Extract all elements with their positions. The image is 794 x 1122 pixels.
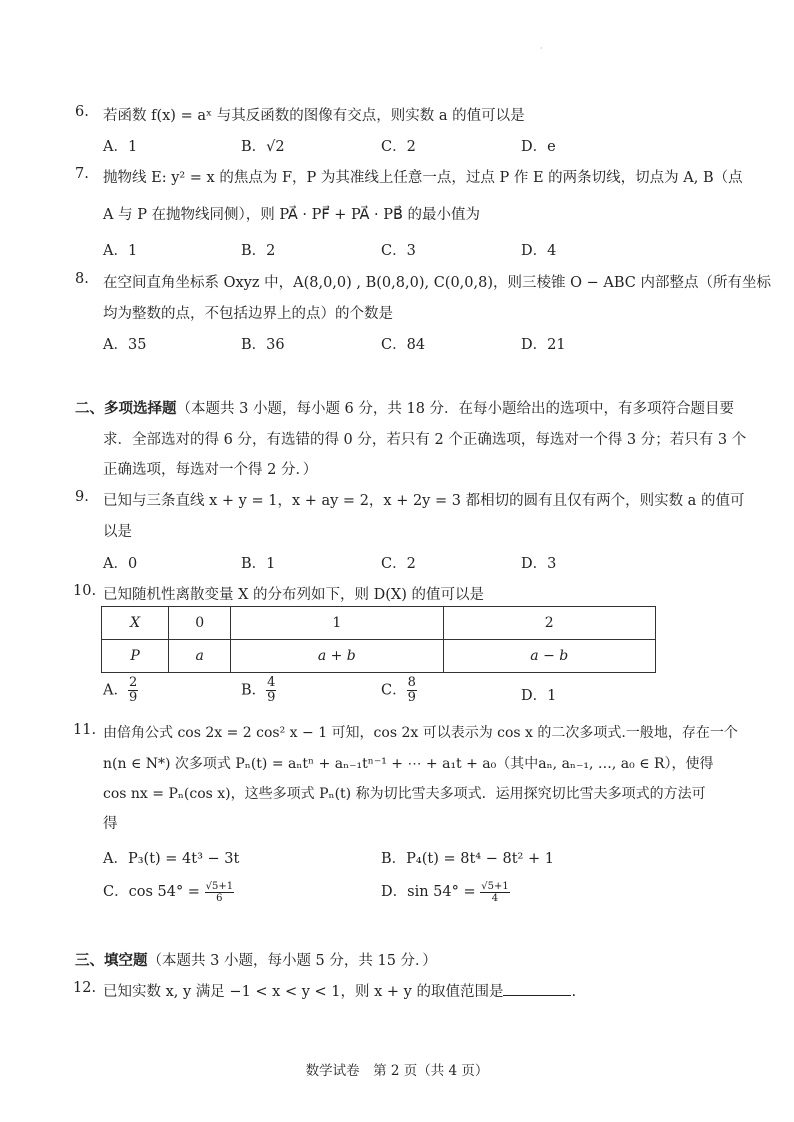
fraction-numerator: 8	[407, 675, 416, 690]
option-c: C．84	[381, 337, 426, 353]
question-text: 已知随机性离散变量 X 的分布列如下，则 D(X) 的值可以是	[103, 587, 485, 603]
option-label: A．	[103, 682, 128, 699]
option-d: D．4	[521, 243, 557, 259]
option-b: B．√2	[241, 139, 285, 155]
option-b: B．1	[241, 556, 276, 572]
table-cell: a	[169, 640, 231, 673]
option-d: D．21	[521, 337, 566, 353]
question-text-line2: 以是	[103, 524, 132, 540]
table-cell: 1	[231, 607, 443, 640]
question-text	[103, 980, 576, 1001]
option-label: B．	[241, 682, 267, 699]
fraction-denominator: 6	[216, 892, 223, 904]
table-cell: a − b	[443, 640, 655, 673]
section-description-line2: 求．全部选对的得 6 分，有选错的得 0 分，若只有 2 个正确选项，每选对一个得 3 分；若只有 3 个	[103, 432, 747, 448]
option-d: D．e	[521, 139, 556, 155]
section-title: 二、多项选择题	[75, 401, 177, 417]
fraction-denominator: 9	[267, 690, 276, 705]
question-text-line1: 在空间直角坐标系 Oxyz 中，A(8,0,0) , B(0,8,0), C(0,0,8)，则三棱锥 O − ABC 内部整点（所有坐标	[103, 275, 771, 291]
fraction-numerator: 2	[128, 675, 138, 690]
answer-blank[interactable]	[503, 981, 571, 996]
fraction-numerator: 4	[267, 675, 276, 690]
section-description: （本题共 3 小题，每小题 6 分，共 18 分．在每小题给出的选项中，有多项符合题目要	[176, 401, 735, 417]
fraction-numerator: √5+1	[205, 880, 234, 892]
option-b	[241, 676, 276, 705]
option-b: B．36	[241, 337, 285, 353]
fraction-numerator: √5+1	[481, 880, 509, 892]
section-title: 三、填空题	[75, 953, 148, 969]
question-text-line2: A 与 P 在抛物线同侧），则 PA⃗ · PF⃗ + PA⃗ · PB⃗ 的最小值为	[103, 207, 481, 223]
fraction	[128, 676, 138, 705]
option-b: B．P₄(t) = 8t⁴ − 8t² + 1	[381, 851, 554, 867]
option-b: B．2	[241, 243, 276, 259]
section-description: （本题共 3 小题，每小题 5 分，共 15 分．）	[147, 953, 437, 969]
fraction	[480, 881, 509, 904]
option-d: D．1	[521, 688, 557, 704]
table-row	[102, 607, 656, 640]
option-c: C．2	[381, 556, 416, 572]
question-text-line2: n(n ∈ N*) 次多项式 Pₙ(t) = aₙtⁿ + aₙ₋₁tⁿ⁻¹ + ⋯ + a₁t + a₀（其中aₙ, aₙ₋₁, …, a₀ ∈ R），使得	[103, 756, 714, 772]
option-c: C．3	[381, 243, 416, 259]
fraction-denominator: 9	[407, 690, 416, 705]
section-description-line3: 正确选项，每选对一个得 2 分．）	[103, 462, 318, 478]
table-row	[102, 640, 656, 673]
option-c	[103, 880, 234, 904]
question-number: 6.	[75, 104, 89, 120]
option-label: C．cos 54° =	[103, 884, 200, 900]
option-a	[103, 676, 138, 705]
fraction-denominator: 4	[491, 892, 499, 904]
question-text-line1: 抛物线 E: y² = x 的焦点为 F，P 为其准线上任意一点，过点 P 作 E 的两条切线，切点为 A, B（点	[103, 170, 743, 186]
option-label: C．	[381, 682, 407, 699]
option-c	[381, 676, 417, 705]
question-number: 7.	[75, 166, 89, 182]
question-number: 10.	[73, 583, 97, 599]
fraction-denominator: 9	[128, 690, 138, 705]
option-c: C．2	[381, 139, 416, 155]
fraction	[407, 676, 417, 705]
question-number: 12.	[73, 980, 97, 996]
distribution-table	[101, 606, 656, 673]
option-a: A．1	[103, 139, 138, 155]
fraction	[266, 676, 276, 705]
question-number: 11.	[73, 722, 97, 738]
question-text-line1: 由倍角公式 cos 2x = 2 cos² x − 1 可知，cos 2x 可以表示为 cos x 的二次多项式.一般地，存在一个	[103, 725, 738, 741]
table-cell: a + b	[231, 640, 443, 673]
question-text-line4: 得	[103, 816, 118, 832]
option-d: D．3	[521, 556, 557, 572]
scan-dot: ·	[540, 44, 543, 53]
option-d	[381, 880, 510, 904]
table-cell: 2	[443, 607, 655, 640]
question-text-line3: cos nx = Pₙ(cos x)，这些多项式 Pₙ(t) 称为切比雪夫多项式．运用探究切比雪夫多项式的方法可	[103, 786, 706, 802]
question-text-body: 已知实数 x, y 满足 −1 < x < y < 1，则 x + y 的取值范围是	[103, 984, 504, 1000]
option-label: D．sin 54° =	[381, 884, 476, 900]
question-text-end: .	[571, 984, 577, 1000]
option-a: A．0	[103, 556, 138, 572]
table-cell: X	[102, 607, 169, 640]
question-text-line2: 均为整数的点，不包括边界上的点）的个数是	[103, 306, 393, 322]
table-cell: P	[102, 640, 169, 673]
question-number: 9.	[75, 489, 89, 505]
fraction	[205, 881, 234, 904]
option-a: A．P₃(t) = 4t³ − 3t	[103, 851, 240, 867]
page-footer: 数学试卷 第 2 页（共 4 页）	[305, 1063, 489, 1079]
option-a: A．1	[103, 243, 138, 259]
question-number: 8.	[75, 271, 89, 287]
question-text-line1: 已知与三条直线 x + y = 1，x + ay = 2，x + 2y = 3 都相切的圆有且仅有两个，则实数 a 的值可	[103, 493, 745, 509]
table-cell: 0	[169, 607, 231, 640]
option-a: A．35	[103, 337, 147, 353]
question-text: 若函数 f(x) = aˣ 与其反函数的图像有交点，则实数 a 的值可以是	[103, 108, 525, 124]
